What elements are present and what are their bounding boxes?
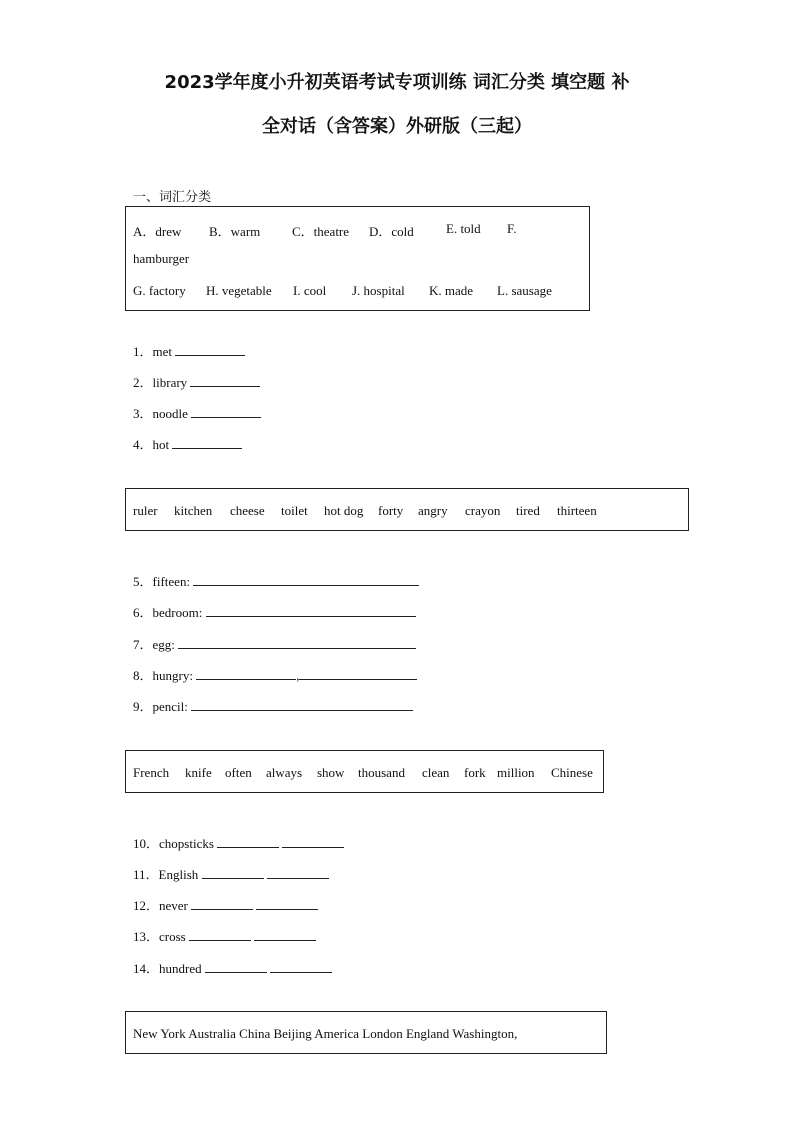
- question-number: 5．: [133, 574, 153, 589]
- answer-blank[interactable]: [191, 405, 261, 418]
- option-f-word: hamburger: [133, 251, 190, 266]
- word-thirteen: thirteen: [557, 503, 597, 518]
- question-6: [133, 602, 416, 621]
- word-fork: fork: [464, 765, 486, 780]
- question-word: cross: [159, 929, 186, 944]
- word-ruler: ruler: [133, 503, 158, 518]
- question-word: pencil:: [152, 699, 188, 714]
- word-bank-box-3: [125, 750, 604, 793]
- answer-blank-1[interactable]: [191, 897, 253, 910]
- question-number: 9．: [133, 699, 153, 714]
- question-7: [133, 634, 416, 653]
- question-number: 13．: [133, 929, 160, 944]
- word-show: show: [317, 765, 345, 780]
- question-2: [133, 372, 260, 391]
- question-word: never: [159, 898, 188, 913]
- question-number: 8．: [133, 668, 153, 683]
- answer-blank-2[interactable]: [282, 835, 344, 848]
- option-a: A．drew: [133, 224, 182, 239]
- answer-blank-2[interactable]: [270, 960, 332, 973]
- answer-blank[interactable]: [175, 343, 245, 356]
- answer-blank[interactable]: [206, 604, 416, 617]
- question-number: 1．: [133, 344, 153, 359]
- answer-blank[interactable]: [193, 573, 419, 586]
- word-tired: tired: [516, 503, 540, 518]
- question-14: [133, 958, 332, 977]
- word-bank-box-2: [125, 488, 689, 531]
- option-k: K. made: [429, 283, 474, 298]
- word-knife: knife: [185, 765, 212, 780]
- question-11: [133, 864, 329, 883]
- option-b: B．warm: [209, 224, 261, 239]
- word-hot-dog: hot dog: [324, 503, 364, 518]
- answer-blank-1[interactable]: [202, 866, 264, 879]
- page-title-line2: 全对话（含答案）外研版（三起）: [262, 116, 532, 137]
- question-word: met: [152, 344, 173, 359]
- answer-blank[interactable]: [178, 636, 416, 649]
- question-number: 14．: [133, 961, 160, 976]
- word-angry: angry: [418, 503, 448, 518]
- question-word: fifteen:: [152, 574, 191, 589]
- question-word: hot: [152, 437, 170, 452]
- option-e: E. told: [446, 221, 481, 236]
- answer-blank-1[interactable]: [189, 928, 251, 941]
- word-chinese: Chinese: [551, 765, 593, 780]
- word-clean: clean: [422, 765, 450, 780]
- question-word: English: [158, 867, 199, 882]
- question-number: 3．: [133, 406, 153, 421]
- question-number: 6．: [133, 605, 153, 620]
- answer-blank-1[interactable]: [217, 835, 279, 848]
- question-13: [133, 926, 316, 945]
- question-3: [133, 403, 261, 422]
- option-j: J. hospital: [352, 283, 405, 298]
- answer-blank-1[interactable]: [196, 667, 296, 680]
- word-often: often: [225, 765, 252, 780]
- option-l: L. sausage: [497, 283, 552, 298]
- word-million: million: [497, 765, 535, 780]
- question-word: chopsticks: [159, 836, 214, 851]
- word-always: always: [266, 765, 303, 780]
- question-number: 2．: [133, 375, 153, 390]
- option-i: I. cool: [293, 283, 327, 298]
- option-g: G. factory: [133, 283, 186, 298]
- question-number: 7．: [133, 637, 153, 652]
- word-bank-box-4: [125, 1011, 607, 1054]
- question-4: [133, 434, 242, 453]
- question-number: 11．: [133, 867, 159, 882]
- page-title-line1: 2023学年度小升初英语考试专项训练 词汇分类 填空题 补: [164, 72, 630, 93]
- answer-blank-2[interactable]: [254, 928, 316, 941]
- word-forty: forty: [378, 503, 404, 518]
- option-f: F.: [507, 221, 517, 236]
- word-cheese: cheese: [230, 503, 265, 518]
- option-c: C．theatre: [292, 224, 350, 239]
- question-10: [133, 833, 344, 852]
- answer-blank-2[interactable]: [299, 667, 417, 680]
- answer-blank-2[interactable]: [267, 866, 329, 879]
- word-bank-text: New York Australia China Beijing America London England Washington,: [133, 1026, 518, 1041]
- question-9: [133, 696, 413, 715]
- question-word: hundred: [159, 961, 202, 976]
- answer-blank-2[interactable]: [256, 897, 318, 910]
- section-heading: 一、词汇分类: [133, 190, 212, 205]
- question-word: library: [152, 375, 188, 390]
- question-8: [133, 665, 417, 684]
- answer-blank[interactable]: [190, 374, 260, 387]
- word-kitchen: kitchen: [174, 503, 213, 518]
- question-word: hungry:: [152, 668, 193, 683]
- question-number: 4．: [133, 437, 153, 452]
- question-word: egg:: [152, 637, 175, 652]
- option-d: D．cold: [369, 224, 414, 239]
- word-crayon: crayon: [465, 503, 501, 518]
- question-5: [133, 571, 419, 590]
- question-number: 12．: [133, 898, 160, 913]
- word-french: French: [133, 765, 170, 780]
- word-bank-box-1: [125, 206, 590, 311]
- question-word: bedroom:: [152, 605, 203, 620]
- question-1: [133, 341, 245, 360]
- option-h: H. vegetable: [206, 283, 272, 298]
- question-word: noodle: [152, 406, 188, 421]
- answer-blank-1[interactable]: [205, 960, 267, 973]
- word-toilet: toilet: [281, 503, 308, 518]
- answer-blank[interactable]: [191, 698, 413, 711]
- answer-blank[interactable]: [172, 436, 242, 449]
- question-number: 10．: [133, 836, 160, 851]
- question-12: [133, 895, 318, 914]
- separator-comma: ,: [296, 668, 300, 683]
- word-thousand: thousand: [358, 765, 405, 780]
